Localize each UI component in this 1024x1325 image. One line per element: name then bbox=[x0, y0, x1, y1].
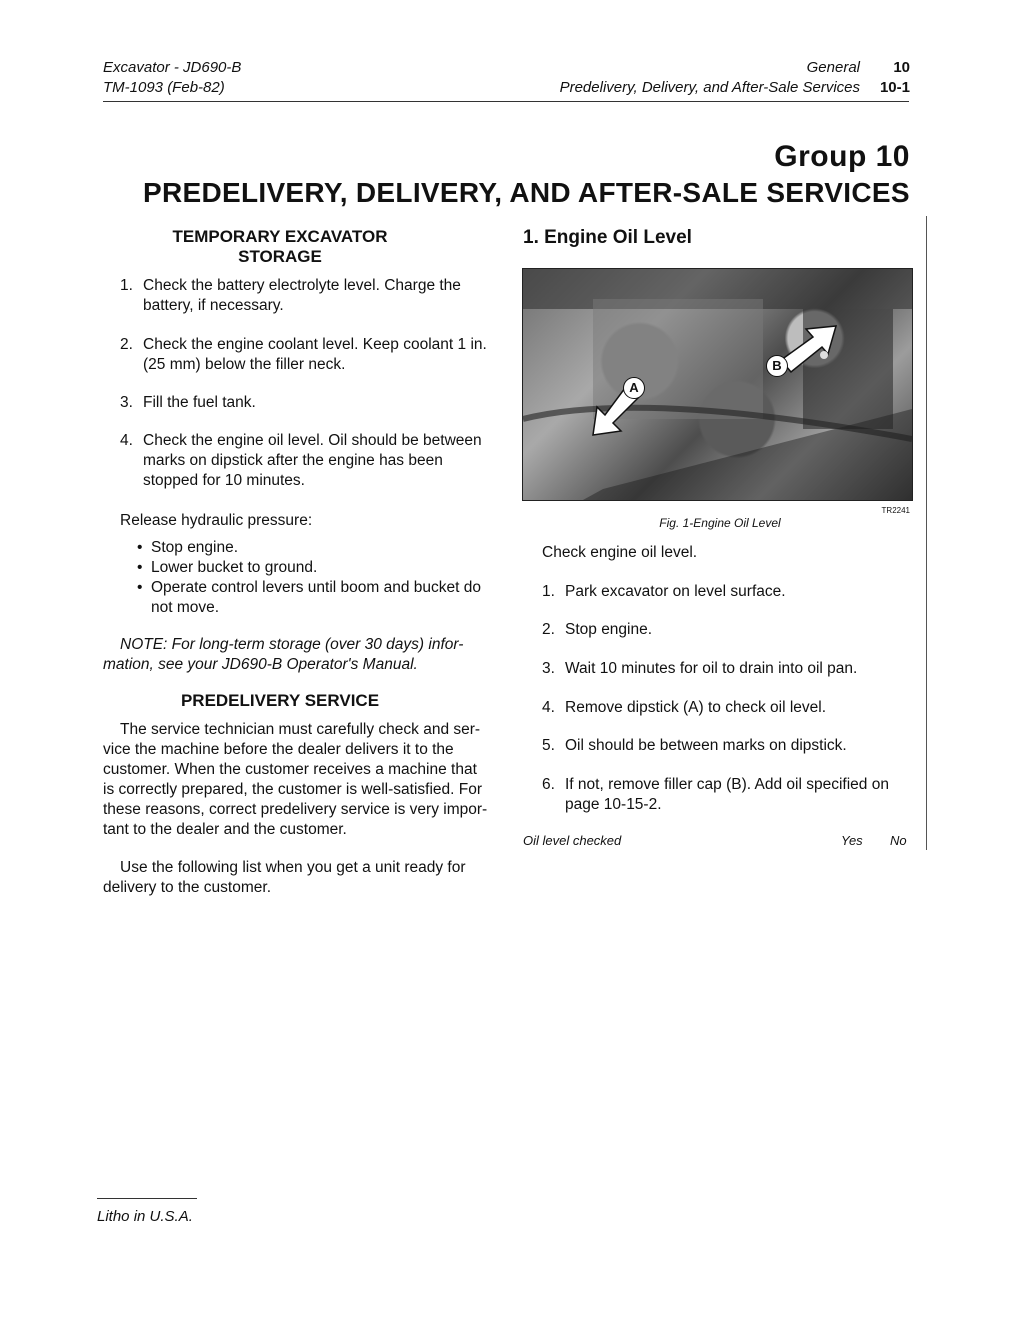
bullet-item: • Stop engine. bbox=[151, 538, 491, 558]
header-rule bbox=[103, 101, 909, 102]
footer-rule bbox=[97, 1198, 197, 1199]
predelivery-paragraph bbox=[103, 720, 491, 840]
para-line: these reasons, correct predelivery service is very impor- bbox=[103, 801, 488, 818]
note-line2: mation, see your JD690-B Operator's Manual. bbox=[103, 656, 418, 673]
item-number: 1. bbox=[120, 277, 133, 294]
step-number: 3. bbox=[542, 660, 555, 677]
item-line: Check the engine coolant level. Keep coolant 1 in. bbox=[143, 336, 487, 353]
header-chapter-title: Predelivery, Delivery, and After-Sale Services bbox=[559, 79, 860, 96]
item-number: 3. bbox=[120, 394, 133, 411]
step-line: Stop engine. bbox=[565, 621, 653, 638]
step-number: 1. bbox=[542, 583, 555, 600]
step-line: page 10-15-2. bbox=[565, 796, 662, 813]
figure-caption: Fig. 1-Engine Oil Level bbox=[659, 516, 781, 530]
header-page-num: 10-1 bbox=[879, 79, 910, 96]
para-line: delivery to the customer. bbox=[103, 879, 271, 896]
callout-a: A bbox=[623, 377, 645, 399]
step-line: Remove dipstick (A) to check oil level. bbox=[565, 699, 827, 716]
step-line: Wait 10 minutes for oil to drain into oil pan. bbox=[565, 660, 858, 677]
engine-photo bbox=[522, 268, 913, 501]
para-line: vice the machine before the dealer delivers it to the bbox=[103, 741, 454, 758]
group-title: Group 10 bbox=[774, 140, 910, 173]
column-rule bbox=[926, 216, 927, 850]
item-line: battery, if necessary. bbox=[143, 297, 284, 314]
release-bullets bbox=[151, 538, 491, 618]
step-line: Oil should be between marks on dipstick. bbox=[565, 737, 847, 754]
step-number: 5. bbox=[542, 737, 555, 754]
no-option[interactable]: No bbox=[890, 833, 907, 848]
check-intro: Check engine oil level. bbox=[542, 544, 698, 561]
step-number: 2. bbox=[542, 621, 555, 638]
step-line: If not, remove filler cap (B). Add oil specified on bbox=[565, 776, 889, 793]
item-number: 2. bbox=[120, 336, 133, 353]
para-line: The service technician must carefully check and ser- bbox=[120, 721, 481, 738]
oil-checked-label: Oil level checked bbox=[523, 833, 622, 848]
engine-oil-heading: 1. Engine Oil Level bbox=[523, 227, 692, 248]
header-section-num: 10 bbox=[893, 59, 910, 76]
item-line: (25 mm) below the filler neck. bbox=[143, 356, 346, 373]
engine-photo-overlay bbox=[523, 269, 912, 500]
predelivery-heading: PREDELIVERY SERVICE bbox=[180, 691, 380, 710]
release-label: Release hydraulic pressure: bbox=[120, 512, 313, 529]
note-line1: NOTE: For long-term storage (over 30 days) infor- bbox=[120, 636, 464, 653]
footer-litho: Litho in U.S.A. bbox=[97, 1208, 193, 1225]
header-section: General bbox=[806, 59, 860, 76]
item-number: 4. bbox=[120, 432, 133, 449]
bullet-item-continued: not move. bbox=[151, 599, 220, 616]
para-line: is correctly prepared, the customer is well-satisfied. For bbox=[103, 781, 483, 798]
bullet-item: • Operate control levers until boom and bucket do bbox=[151, 578, 491, 598]
yes-option[interactable]: Yes bbox=[841, 833, 863, 848]
storage-heading bbox=[120, 227, 440, 267]
item-line: Check the battery electrolyte level. Charge the bbox=[143, 277, 461, 294]
figure-code: TR2241 bbox=[881, 506, 910, 515]
item-line: marks on dipstick after the engine has been bbox=[143, 452, 443, 469]
list-paragraph bbox=[103, 858, 491, 898]
para-line: customer. When the customer receives a machine that bbox=[103, 761, 477, 778]
header-left-line2: TM-1093 (Feb-82) bbox=[103, 79, 225, 96]
header-left-line1: Excavator - JD690-B bbox=[103, 59, 242, 76]
step-line: Park excavator on level surface. bbox=[565, 583, 786, 600]
main-title: PREDELIVERY, DELIVERY, AND AFTER-SALE SERVICES bbox=[143, 177, 910, 208]
para-line: tant to the dealer and the customer. bbox=[103, 821, 347, 838]
bullet-item: • Lower bucket to ground. bbox=[151, 558, 491, 578]
item-line: stopped for 10 minutes. bbox=[143, 472, 305, 489]
step-number: 4. bbox=[542, 699, 555, 716]
storage-heading-line2: STORAGE bbox=[238, 247, 322, 266]
callout-b: B bbox=[766, 355, 788, 377]
para-line: Use the following list when you get a unit ready for bbox=[120, 859, 466, 876]
storage-heading-line1: TEMPORARY EXCAVATOR bbox=[172, 227, 388, 246]
item-line: Fill the fuel tank. bbox=[143, 394, 256, 411]
item-line: Check the engine oil level. Oil should be between bbox=[143, 432, 482, 449]
step-number: 6. bbox=[542, 776, 555, 793]
